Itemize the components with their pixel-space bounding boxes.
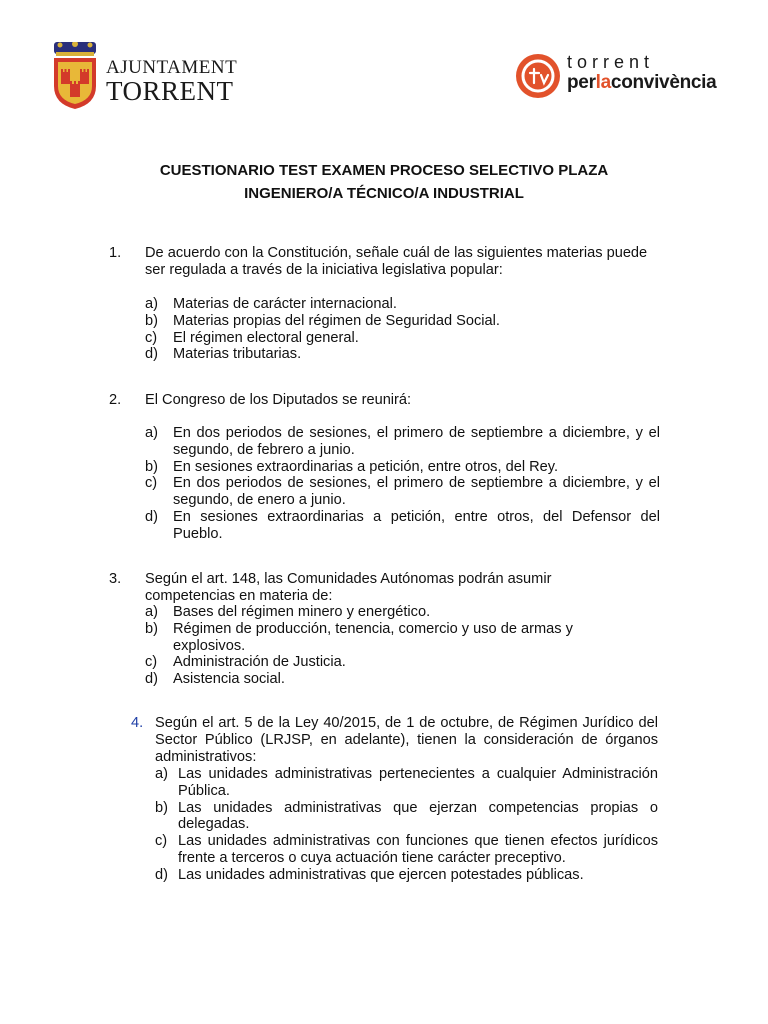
question-stem: El Congreso de los Diputados se reunirá: [145, 392, 412, 408]
question-2-options [145, 425, 660, 543]
question-number: 3. [109, 571, 122, 587]
option-d: d) En sesiones extraordinarias a petición, entre otros, del Defensor del Pueblo. [145, 508, 660, 542]
page-title [60, 159, 708, 205]
title-line2: INGENIERO/A TÉCNICO/A INDUSTRIAL [244, 185, 524, 202]
question-stem: De acuerdo con la Constitución, señale cuál de las siguientes materias puede ser regulada a través de la iniciativa legislativa popular: [145, 245, 648, 278]
option-d: d) Las unidades administrativas que ejercen potestades públicas. [155, 866, 584, 883]
option-c: c) El régimen electoral general. [145, 329, 359, 346]
title-line1: CUESTIONARIO TEST EXAMEN PROCESO SELECTIVO PLAZA [159, 162, 609, 179]
question-1-options [145, 296, 660, 363]
option-a: a) Materias de carácter internacional. [145, 296, 397, 312]
option-b: b) Régimen de producción, tenencia, comercio y uso de armas y explosivos. [145, 620, 573, 654]
question-number: 2. [109, 392, 122, 408]
option-a: a) Bases del régimen minero y energético. [145, 604, 431, 620]
question-stem: Según el art. 148, las Comunidades Autónomas podrán asumir competencias en materia de: [145, 571, 552, 604]
option-d: d) Materias tributarias. [145, 346, 302, 363]
question-number: 1. [109, 245, 122, 261]
option-b: b) Las unidades administrativas que ejerzan competencias propias o delegadas. [155, 799, 658, 833]
option-b: b) Materias propias del régimen de Seguridad Social. [145, 312, 500, 329]
option-d: d) Asistencia social. [145, 671, 285, 688]
logo-right-line2: perlaconvivència [567, 72, 717, 93]
option-b: b) En sesiones extraordinarias a petición, entre otros, del Rey. [145, 458, 559, 475]
logo-right-line1: torrent [567, 52, 655, 72]
coat-of-arms-icon [50, 42, 100, 110]
tv-circle-logo-icon [515, 53, 561, 99]
torrent-per-la-convivencia-logo [515, 53, 715, 99]
question-number: 4. [131, 715, 144, 731]
option-a: a) Las unidades administrativas pertenecientes a cualquier Administración Pública. [155, 766, 658, 799]
logo-left-line2: TORRENT [106, 76, 234, 106]
question-stem: Según el art. 5 de la Ley 40/2015, de 1 de octubre, de Régimen Jurídico del Sector Público (LRJSP, en adelante), tienen la consideración de órganos administrativos: [155, 715, 658, 765]
ajuntament-torrent-logo [50, 42, 250, 112]
question-4-options [155, 766, 658, 884]
option-c: c) Las unidades administrativas con funciones que tienen efectos jurídicos frente a terceros o cuya actuación tiene carácter preceptivo. [155, 833, 658, 866]
option-a: a) En dos periodos de sesiones, el primero de septiembre a diciembre, y el segundo, de febrero a junio. [145, 425, 660, 458]
option-c: c) En dos periodos de sesiones, el primero de septiembre a diciembre, y el segundo, de enero a junio. [145, 475, 660, 509]
question-3-options [145, 604, 625, 688]
option-c: c) Administración de Justicia. [145, 654, 346, 671]
logo-left-line1: AJUNTAMENT [106, 57, 238, 78]
